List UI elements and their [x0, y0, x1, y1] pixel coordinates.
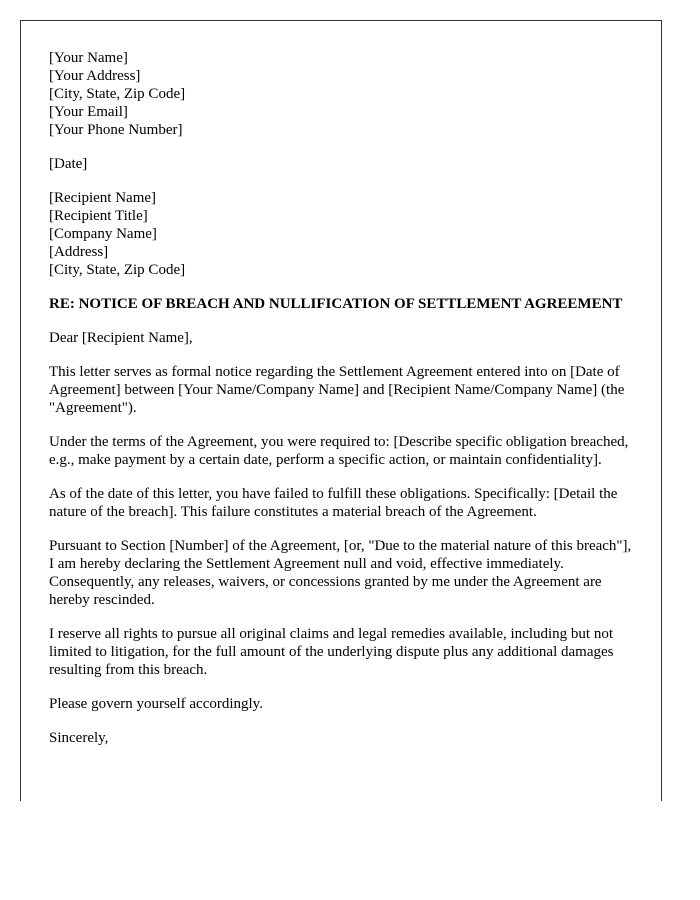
body-paragraph: I reserve all rights to pursue all original claims and legal remedies available, including but not limited to litigation, for the full amount of the underlying dispute plus any additional damages resulting from this breach. [49, 626, 614, 678]
sender-address [49, 49, 634, 139]
recipient-city: [City, State, Zip Code] [49, 262, 186, 278]
body-paragraph: Under the terms of the Agreement, you were required to: [Describe specific obligation breached, e.g., make payment by a certain date, perform a specific action, or maintain confidentiality]. [49, 434, 629, 468]
sender-name: [Your Name] [49, 50, 128, 66]
salutation: Dear [Recipient Name], [49, 330, 193, 346]
subject-line: RE: NOTICE OF BREACH AND NULLIFICATION OF SETTLEMENT AGREEMENT [49, 296, 623, 312]
recipient-name: [Recipient Name] [49, 190, 157, 206]
sender-phone: [Your Phone Number] [49, 122, 183, 138]
closing: Sincerely, [49, 730, 109, 746]
sender-email: [Your Email] [49, 104, 128, 120]
body-paragraph: As of the date of this letter, you have failed to fulfill these obligations. Specifically: [Detail the nature of the breach]. This failure constitutes a material breach of the Agreement. [49, 486, 618, 520]
recipient-company: [Company Name] [49, 226, 157, 242]
letter-content [49, 49, 634, 747]
body-paragraph: Pursuant to Section [Number] of the Agreement, [or, "Due to the material nature of this breach"], I am hereby declaring the Settlement Agreement null and void, effective immediately. Consequently, any releases, waivers, or concessions granted by me under the Agreement are hereby rescinded. [49, 538, 632, 608]
recipient-address-line: [Address] [49, 244, 109, 260]
body-paragraph: This letter serves as formal notice regarding the Settlement Agreement entered into on [Date of Agreement] between [Your Name/Company Name] and [Recipient Name/Company Name] (the "Agreement"). [49, 364, 625, 416]
sender-address-line: [Your Address] [49, 68, 141, 84]
recipient-address [49, 189, 634, 279]
letter-page [20, 20, 662, 801]
recipient-title: [Recipient Title] [49, 208, 148, 224]
letter-date: [Date] [49, 156, 88, 172]
sender-city: [City, State, Zip Code] [49, 86, 186, 102]
body-paragraph: Please govern yourself accordingly. [49, 696, 263, 712]
